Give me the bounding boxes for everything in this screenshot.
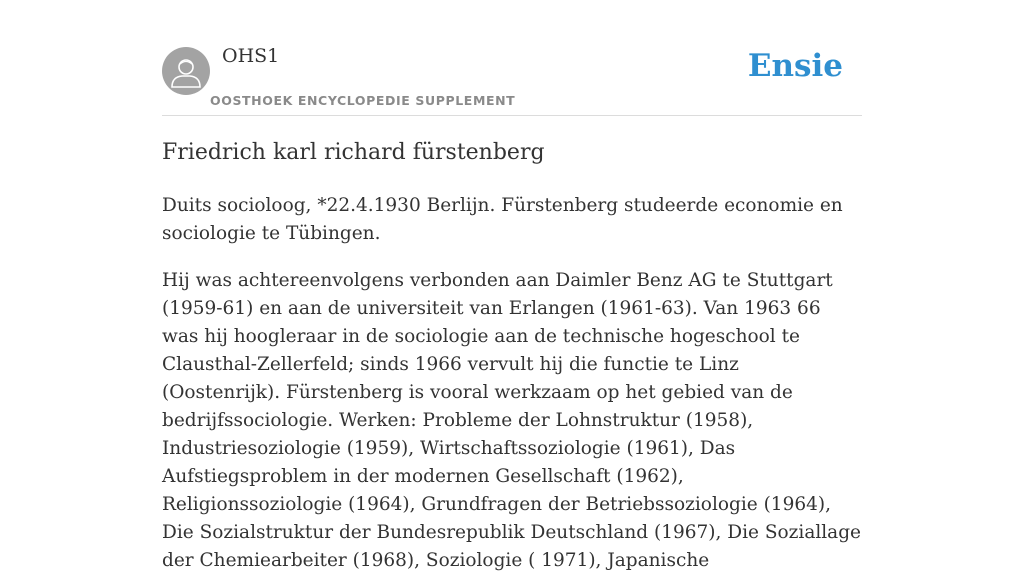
brand-logo[interactable]: Ensie bbox=[747, 48, 843, 84]
author-name[interactable]: OHS1 bbox=[222, 45, 280, 67]
article-title: Friedrich karl richard fürstenberg bbox=[162, 140, 545, 165]
header bbox=[162, 0, 862, 116]
source-label[interactable]: OOSTHOEK ENCYCLOPEDIE SUPPLEMENT bbox=[210, 93, 516, 108]
article-paragraph-body: Hij was achtereenvolgens verbonden aan Daimler Benz AG te Stuttgart (1959-61) en aan de universiteit van Erlangen (1961-63). Van 1963 66 was hij hoogleraar in de sociologie aan de technische hogeschool te Clausthal-Zellerfeld; sinds 1966 vervult hij die functie te Linz (Oostenrijk). Fürstenberg is vooral werkzaam op het gebied van de bedrijfssociologie. Werken: Probleme der Lohnstruktur (1958), Industriesoziologie (1959), Wirtschaftssoziologie (1961), Das Aufstiegsproblem in der modernen Gesellschaft (1962), Religionssoziologie (1964), Grundfragen der Betriebssoziologie (1964), Die Sozialstruktur der Bundesrepublik Deutschland (1967), Die Soziallage der Chemiearbeiter (1968), Soziologie ( 1971), Japanische bbox=[162, 270, 862, 571]
page bbox=[162, 0, 862, 571]
user-avatar-icon[interactable] bbox=[162, 47, 210, 95]
article-paragraph-intro: Duits socioloog, *22.4.1930 Berlijn. Fürstenberg studeerde economie en sociologie te Tübingen. bbox=[162, 195, 843, 244]
